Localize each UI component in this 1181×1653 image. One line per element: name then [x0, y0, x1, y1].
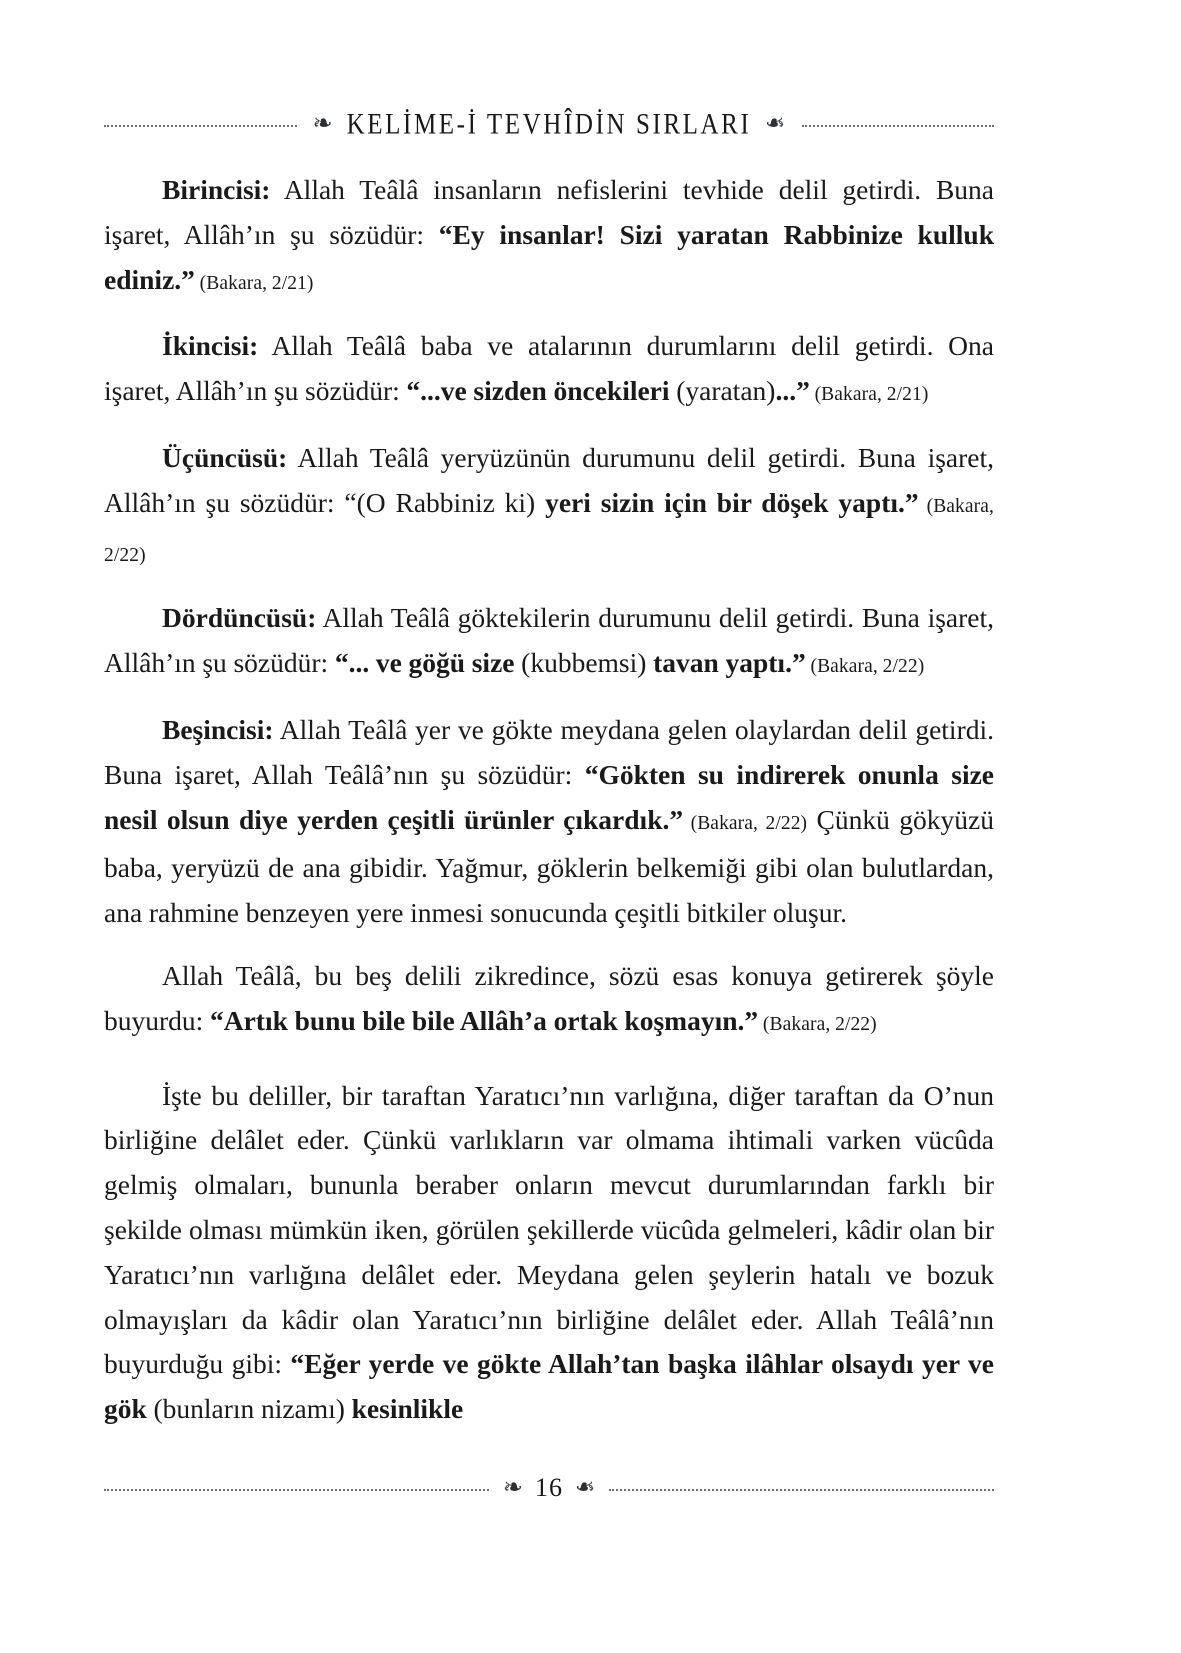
paragraph-lead-label: Beşincisi:: [162, 713, 274, 745]
paragraph-text: Allah Teâlâ, bu beş delili zikredince, sözü esas konuya getirerek şöyle buyurdu:: [104, 959, 994, 1036]
source-reference: (Bakara, 2/22): [683, 812, 808, 834]
paragraph-ucuncusu: [104, 436, 994, 578]
footer-rule-right: [609, 1488, 994, 1491]
paragraph-text: Allah Teâlâ yer ve gökte meydana gelen olaylardan delil getirdi. Buna işaret, Allah Teâlâ’nın şu sözüdür:: [104, 713, 994, 790]
paragraph-text: (yaratan): [669, 375, 776, 407]
page-number: 16: [535, 1473, 563, 1502]
page-footer: [104, 1468, 994, 1508]
body-content: [104, 168, 994, 1432]
source-reference: (Bakara, 2/22): [805, 656, 925, 678]
floral-ornament-icon: ❧: [575, 1475, 596, 1501]
source-reference: (Bakara, 2/22): [758, 1013, 877, 1035]
paragraph-text: Çünkü gökyüzü baba, yeryüzü de ana gibidir. Yağmur, göklerin belkemiği gibi olan bulutlardan, ana rahmine benzeyen yere inmesi sonucunda çeşitli bitkiler oluşur.: [104, 803, 994, 929]
header-center: [297, 108, 802, 140]
paragraph-lead-label: Üçüncüsü:: [162, 441, 288, 473]
paragraph-text: (kubbemsi): [514, 647, 654, 679]
paragraph-text: (bunların nizamı): [146, 1393, 352, 1425]
quotation-text: “Gökten su indirerek onunla size nesil olsun diye yerden çeşitli ürünler çıkardık.”: [104, 758, 995, 835]
source-reference: (Bakara, 2/21): [809, 384, 929, 406]
quotation-text: “... ve göğü size: [334, 647, 515, 679]
quotation-text: “Artık bunu bile bile Allâh’a ortak koşmayın.”: [209, 1004, 759, 1036]
paragraph-dorduncusu: [104, 596, 994, 690]
header-rule-left: [104, 124, 297, 127]
quotation-text: “Eğer yerde ve gökte Allah’tan başka ilâhlar olsaydı yer ve gök: [104, 1348, 994, 1425]
paragraph-text: Allah Teâlâ yeryüzünün durumunu delil getirdi. Buna işaret, Allâh’ın şu sözüdür: “(O Rabbiniz ki): [104, 441, 994, 518]
quotation-text: yeri sizin için bir döşek yaptı.”: [545, 486, 919, 518]
quotation-text: tavan yaptı.”: [653, 647, 806, 679]
floral-ornament-icon: ❧: [502, 1475, 523, 1501]
running-head: [104, 104, 994, 144]
footer-rule-left: [104, 1488, 489, 1491]
quotation-text: kesinlikle: [351, 1393, 464, 1425]
paragraph-text: Allah Teâlâ baba ve atalarının durumlarını delil getirdi. Ona işaret, Allâh’ın şu sözüdür:: [104, 330, 994, 407]
floral-ornament-icon: ❧: [765, 111, 786, 137]
quotation-text: ...”: [775, 375, 810, 407]
paragraph-text: Allah Teâlâ insanların nefislerini tevhide delil getirdi. Buna işaret, Allâh’ın şu sözüdür:: [104, 174, 994, 250]
quotation-text: “...ve sizden öncekileri: [406, 375, 670, 407]
paragraph-text: İşte bu deliller, bir taraftan Yaratıcı’nın varlığına, diğer taraftan da O’nun birliğine delâlet eder. Çünkü varlıkların var olmama ihtimali varken vücûda gelmiş olmaları, bununla beraber onların mevcut durumlarından farklı bir şekilde olması mümkün iken, görülen şekillerde vücûda gelmeleri, kâdir olan bir Yaratıcı’nın varlığına delâlet eder. Meydana gelen şeylerin hatalı ve bozuk olmayışları da kâdir olan Yaratıcı’nın birliğine delâlet eder. Allah Teâlâ’nın buyurduğu gibi:: [104, 1079, 994, 1380]
header-rule-right: [802, 124, 995, 127]
paragraph-lead-label: İkincisi:: [162, 330, 259, 362]
paragraph-birincisi: [104, 168, 994, 306]
paragraph-ikincisi: [104, 324, 994, 418]
paragraph-text: Allah Teâlâ göktekilerin durumunu delil getirdi. Buna işaret, Allâh’ın şu sözüdür:: [104, 602, 994, 679]
footer-center: [489, 1475, 609, 1501]
paragraph-lead-label: Birincisi:: [162, 174, 271, 205]
paragraph-besincisi: [104, 708, 994, 936]
paragraph-evidence: [104, 1074, 994, 1432]
source-reference: (Bakara, 2/22): [104, 495, 994, 566]
paragraph-lead-label: Dördüncüsü:: [162, 602, 317, 634]
floral-ornament-icon: ❧: [312, 111, 333, 137]
source-reference: (Bakara, 2/21): [194, 272, 314, 294]
quotation-text: “Ey insanlar! Sizi yaratan Rabbinize kulluk ediniz.”: [104, 218, 994, 295]
paragraph-conclusion: [104, 954, 994, 1048]
page-title: KELİME-İ TEVHÎDİN SIRLARI: [346, 108, 752, 140]
